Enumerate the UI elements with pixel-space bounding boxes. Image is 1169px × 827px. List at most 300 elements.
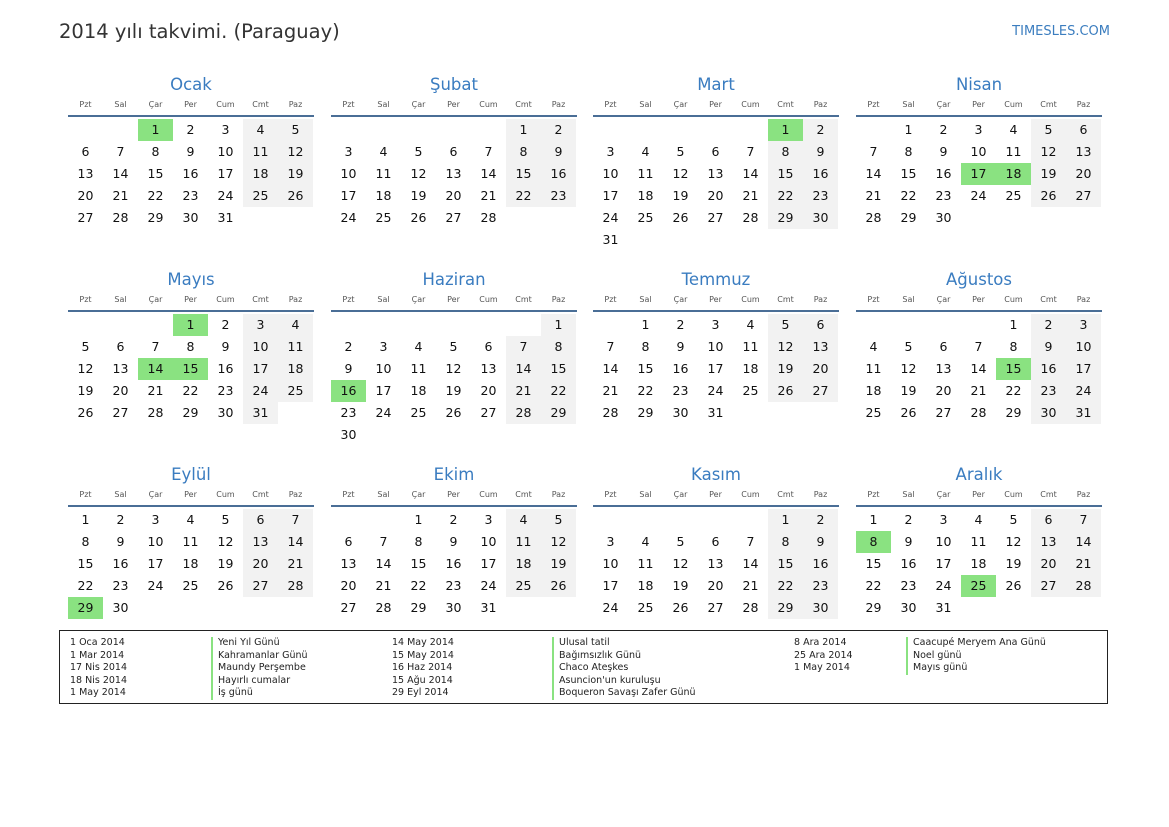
day-cell: 29 (1005, 405, 1022, 420)
day-cell: 9 (344, 361, 353, 376)
month-name: Haziran (422, 270, 486, 289)
weekday-label: Per (709, 490, 722, 499)
legend-date: 15 Ağu 2014 (392, 674, 453, 686)
day-cell: 24 (935, 578, 952, 593)
day-cell: 23 (445, 578, 462, 593)
month-header-rule (593, 505, 839, 507)
day-cell: 15 (900, 166, 917, 181)
day-cell: 4 (974, 512, 983, 527)
day-cell: 2 (541, 119, 576, 141)
day-cell: 7 (278, 509, 313, 531)
weekday-label: Pzt (79, 100, 92, 109)
day-cell: 30 (803, 597, 838, 619)
day-grid (68, 509, 314, 619)
day-cell: 12 (541, 531, 576, 553)
day-cell: 9 (186, 144, 195, 159)
day-cell: 20 (340, 578, 357, 593)
legend-holiday-name: Asuncion'un kuruluşu (552, 675, 696, 688)
day-cell: 2 (344, 339, 353, 354)
month-calendar (856, 463, 1102, 619)
day-cell: 28 (1066, 575, 1101, 597)
day-cell: 10 (1066, 336, 1101, 358)
day-cell: 22 (182, 383, 199, 398)
holiday-day-cell: 1 (138, 119, 173, 141)
day-cell: 6 (711, 534, 720, 549)
weekday-label: Pzt (867, 100, 880, 109)
month-header-rule (593, 115, 839, 117)
page-title: 2014 yılı takvimi. (Paraguay) (59, 20, 340, 43)
day-cell: 23 (112, 578, 129, 593)
day-cell: 20 (707, 188, 724, 203)
day-cell: 1 (904, 122, 913, 137)
day-cell: 19 (278, 163, 313, 185)
day-cell: 11 (865, 361, 882, 376)
day-cell: 18 (865, 383, 882, 398)
day-cell: 21 (742, 188, 759, 203)
day-cell: 9 (904, 534, 913, 549)
day-cell: 10 (935, 534, 952, 549)
weekday-label: Paz (551, 100, 566, 109)
day-cell: 27 (1031, 575, 1066, 597)
weekday-label: Paz (551, 295, 566, 304)
month-calendar (331, 268, 577, 446)
weekday-label: Cmt (1040, 490, 1057, 499)
day-cell: 8 (541, 336, 576, 358)
day-cell: 10 (375, 361, 392, 376)
day-cell: 13 (1066, 141, 1101, 163)
day-cell: 23 (217, 383, 234, 398)
day-cell: 25 (243, 185, 278, 207)
weekday-header (68, 98, 314, 112)
weekday-header (856, 293, 1102, 307)
weekday-header (593, 98, 839, 112)
weekday-label: Per (709, 295, 722, 304)
weekday-label: Pzt (604, 295, 617, 304)
day-cell: 4 (278, 314, 313, 336)
day-cell: 24 (1066, 380, 1101, 402)
day-cell: 26 (278, 185, 313, 207)
day-cell: 11 (506, 531, 541, 553)
legend-date: 15 May 2014 (392, 649, 454, 661)
day-cell: 1 (768, 509, 803, 531)
day-cell: 29 (147, 210, 164, 225)
weekday-label: Cum (479, 490, 498, 499)
day-cell: 3 (243, 314, 278, 336)
day-cell: 19 (541, 553, 576, 575)
day-cell: 9 (449, 534, 458, 549)
day-cell: 2 (221, 317, 230, 332)
day-cell: 12 (410, 166, 427, 181)
day-cell: 18 (742, 361, 759, 376)
day-cell: 17 (935, 556, 952, 571)
day-cell: 27 (112, 405, 129, 420)
day-cell: 10 (340, 166, 357, 181)
weekday-label: Pzt (342, 490, 355, 499)
day-cell: 24 (480, 578, 497, 593)
day-cell: 27 (480, 405, 497, 420)
day-grid (856, 119, 1102, 229)
day-cell: 8 (904, 144, 913, 159)
weekday-label: Paz (1076, 100, 1091, 109)
day-cell: 24 (340, 210, 357, 225)
day-cell: 6 (1066, 119, 1101, 141)
day-cell: 4 (506, 509, 541, 531)
day-grid (856, 314, 1102, 424)
weekday-label: Çar (936, 100, 951, 109)
weekday-label: Cum (216, 490, 235, 499)
day-cell: 18 (506, 553, 541, 575)
day-cell: 17 (480, 556, 497, 571)
month-header-rule (856, 115, 1102, 117)
day-cell: 14 (970, 361, 987, 376)
day-cell: 7 (506, 336, 541, 358)
weekday-label: Per (447, 295, 460, 304)
day-cell: 16 (112, 556, 129, 571)
day-cell: 16 (1031, 358, 1066, 380)
day-cell: 23 (182, 188, 199, 203)
weekday-label: Cum (1004, 100, 1023, 109)
weekday-label: Cmt (252, 490, 269, 499)
day-cell: 27 (803, 380, 838, 402)
weekday-label: Per (972, 100, 985, 109)
day-cell: 2 (904, 512, 913, 527)
day-cell: 20 (1031, 553, 1066, 575)
day-cell: 21 (865, 188, 882, 203)
day-cell: 2 (186, 122, 195, 137)
day-cell: 27 (243, 575, 278, 597)
day-cell: 6 (243, 509, 278, 531)
day-cell: 2 (1031, 314, 1066, 336)
day-cell: 13 (707, 166, 724, 181)
day-cell: 31 (243, 402, 278, 424)
legend-holiday-name: Bağımsızlık Günü (552, 650, 696, 663)
day-cell: 12 (1005, 534, 1022, 549)
day-cell: 25 (506, 575, 541, 597)
day-cell: 27 (707, 210, 724, 225)
day-cell: 3 (939, 512, 948, 527)
holiday-legend (59, 630, 1108, 704)
legend-names-col-2 (552, 637, 696, 700)
month-name: Şubat (430, 75, 478, 94)
weekday-label: Cmt (777, 490, 794, 499)
day-cell: 20 (1066, 163, 1101, 185)
day-cell: 20 (935, 383, 952, 398)
weekday-header (856, 98, 1102, 112)
day-cell: 6 (81, 144, 90, 159)
weekday-label: Sal (639, 490, 652, 499)
day-cell: 22 (410, 578, 427, 593)
day-cell: 29 (637, 405, 654, 420)
holiday-day-cell: 1 (768, 119, 803, 141)
day-cell: 6 (484, 339, 493, 354)
month-name: Ekim (433, 465, 475, 484)
day-cell: 4 (1009, 122, 1018, 137)
day-grid (68, 314, 314, 424)
day-cell: 26 (1005, 578, 1022, 593)
day-cell: 27 (707, 600, 724, 615)
month-header-rule (331, 310, 577, 312)
weekday-label: Sal (902, 490, 915, 499)
day-cell: 18 (278, 358, 313, 380)
day-cell: 3 (151, 512, 160, 527)
day-cell: 5 (1009, 512, 1018, 527)
legend-date: 18 Nis 2014 (70, 674, 127, 686)
day-cell: 30 (935, 210, 952, 225)
day-cell: 8 (768, 141, 803, 163)
day-cell: 25 (410, 405, 427, 420)
weekday-label: Çar (673, 490, 688, 499)
day-cell: 28 (506, 402, 541, 424)
weekday-label: Paz (1076, 295, 1091, 304)
day-cell: 13 (340, 556, 357, 571)
day-cell: 24 (602, 210, 619, 225)
holiday-day-cell: 14 (138, 358, 173, 380)
day-cell: 26 (672, 600, 689, 615)
day-cell: 6 (803, 314, 838, 336)
day-cell: 23 (935, 188, 952, 203)
month-name: Aralık (955, 465, 1003, 484)
day-cell: 14 (1066, 531, 1101, 553)
day-cell: 14 (375, 556, 392, 571)
day-cell: 5 (449, 339, 458, 354)
weekday-label: Cmt (515, 100, 532, 109)
day-cell: 30 (340, 427, 357, 442)
day-cell: 19 (445, 383, 462, 398)
day-cell: 15 (637, 361, 654, 376)
day-cell: 12 (278, 141, 313, 163)
site-link[interactable]: TIMESLES.COM (1012, 24, 1110, 39)
day-cell: 23 (672, 383, 689, 398)
day-cell: 20 (112, 383, 129, 398)
day-cell: 15 (768, 553, 803, 575)
day-cell: 29 (768, 207, 803, 229)
day-cell: 16 (803, 553, 838, 575)
holiday-day-cell: 18 (996, 163, 1031, 185)
day-cell: 21 (375, 578, 392, 593)
day-cell: 28 (602, 405, 619, 420)
day-cell: 2 (116, 512, 125, 527)
day-cell: 27 (1066, 185, 1101, 207)
weekday-label: Cmt (777, 295, 794, 304)
day-cell: 25 (637, 600, 654, 615)
day-cell: 5 (676, 144, 685, 159)
day-cell: 2 (676, 317, 685, 332)
day-cell: 27 (445, 210, 462, 225)
day-cell: 28 (970, 405, 987, 420)
month-name: Nisan (955, 75, 1003, 94)
weekday-label: Çar (411, 490, 426, 499)
day-cell: 19 (410, 188, 427, 203)
month-name: Kasım (691, 465, 741, 484)
weekday-header (68, 293, 314, 307)
day-cell: 5 (676, 534, 685, 549)
day-cell: 11 (278, 336, 313, 358)
weekday-label: Çar (411, 295, 426, 304)
day-cell: 11 (182, 534, 199, 549)
day-cell: 23 (803, 575, 838, 597)
legend-date: 14 May 2014 (392, 637, 454, 648)
day-cell: 13 (77, 166, 94, 181)
day-cell: 27 (340, 600, 357, 615)
day-cell: 26 (217, 578, 234, 593)
day-cell: 8 (768, 531, 803, 553)
day-cell: 8 (1009, 339, 1018, 354)
month-calendar (593, 463, 839, 619)
day-cell: 22 (768, 575, 803, 597)
legend-holiday-name: Chaco Ateşkes (552, 662, 696, 675)
legend-dates-col-1 (70, 637, 127, 700)
day-cell: 28 (742, 210, 759, 225)
day-cell: 13 (803, 336, 838, 358)
day-cell: 17 (217, 166, 234, 181)
day-cell: 16 (182, 166, 199, 181)
holiday-day-cell: 15 (996, 358, 1031, 380)
day-cell: 20 (803, 358, 838, 380)
legend-holiday-name: İş günü (211, 687, 308, 700)
weekday-label: Çar (148, 490, 163, 499)
holiday-day-cell: 29 (68, 597, 103, 619)
day-grid (331, 509, 577, 619)
day-cell: 27 (77, 210, 94, 225)
day-cell: 29 (768, 597, 803, 619)
day-cell: 7 (116, 144, 125, 159)
day-cell: 10 (147, 534, 164, 549)
day-cell: 4 (379, 144, 388, 159)
day-grid (593, 119, 839, 251)
day-cell: 12 (1031, 141, 1066, 163)
day-cell: 26 (1031, 185, 1066, 207)
day-cell: 5 (414, 144, 423, 159)
month-header-rule (68, 115, 314, 117)
legend-date: 25 Ara 2014 (794, 649, 853, 661)
day-cell: 5 (278, 119, 313, 141)
day-cell: 4 (641, 144, 650, 159)
day-cell: 15 (77, 556, 94, 571)
day-cell: 16 (803, 163, 838, 185)
day-cell: 14 (602, 361, 619, 376)
legend-names-col-3 (906, 637, 1046, 675)
day-cell: 2 (803, 119, 838, 141)
day-cell: 25 (278, 380, 313, 402)
holiday-day-cell: 25 (961, 575, 996, 597)
month-calendar (593, 73, 839, 251)
day-cell: 31 (217, 210, 234, 225)
day-cell: 14 (742, 556, 759, 571)
day-cell: 22 (147, 188, 164, 203)
month-calendar (856, 73, 1102, 229)
day-cell: 26 (445, 405, 462, 420)
day-cell: 19 (77, 383, 94, 398)
day-cell: 4 (414, 339, 423, 354)
month-header-rule (856, 505, 1102, 507)
day-cell: 31 (480, 600, 497, 615)
day-cell: 9 (116, 534, 125, 549)
day-cell: 5 (768, 314, 803, 336)
day-cell: 3 (711, 317, 720, 332)
day-cell: 28 (742, 600, 759, 615)
weekday-label: Pzt (342, 100, 355, 109)
day-cell: 6 (1031, 509, 1066, 531)
day-cell: 26 (672, 210, 689, 225)
day-cell: 28 (278, 575, 313, 597)
legend-dates-col-2 (392, 637, 454, 700)
day-cell: 10 (970, 144, 987, 159)
day-cell: 21 (506, 380, 541, 402)
day-cell: 8 (81, 534, 90, 549)
day-cell: 26 (900, 405, 917, 420)
day-cell: 17 (602, 578, 619, 593)
day-cell: 23 (803, 185, 838, 207)
day-cell: 26 (410, 210, 427, 225)
day-cell: 5 (541, 509, 576, 531)
legend-holiday-name: Yeni Yıl Günü (211, 637, 308, 650)
day-cell: 31 (602, 232, 619, 247)
weekday-header (593, 488, 839, 502)
day-cell: 30 (900, 600, 917, 615)
day-cell: 11 (637, 556, 654, 571)
weekday-label: Pzt (604, 100, 617, 109)
day-cell: 3 (221, 122, 230, 137)
day-cell: 29 (182, 405, 199, 420)
weekday-label: Cum (1004, 295, 1023, 304)
day-cell: 19 (672, 578, 689, 593)
day-cell: 17 (602, 188, 619, 203)
day-cell: 25 (742, 383, 759, 398)
day-cell: 7 (974, 339, 983, 354)
day-cell: 9 (1031, 336, 1066, 358)
day-cell: 23 (1031, 380, 1066, 402)
month-header-rule (856, 310, 1102, 312)
day-cell: 4 (186, 512, 195, 527)
day-cell: 13 (112, 361, 129, 376)
day-cell: 26 (77, 405, 94, 420)
day-cell: 30 (112, 600, 129, 615)
day-cell: 3 (606, 144, 615, 159)
day-cell: 11 (1005, 144, 1022, 159)
month-calendar (856, 268, 1102, 424)
day-cell: 25 (637, 210, 654, 225)
month-calendar (68, 268, 314, 424)
day-cell: 23 (900, 578, 917, 593)
weekday-label: Cum (1004, 490, 1023, 499)
weekday-label: Per (972, 490, 985, 499)
weekday-label: Sal (114, 100, 127, 109)
day-cell: 3 (974, 122, 983, 137)
holiday-day-cell: 8 (856, 531, 891, 553)
day-grid (331, 119, 577, 229)
day-cell: 31 (935, 600, 952, 615)
day-cell: 7 (484, 144, 493, 159)
day-cell: 10 (217, 144, 234, 159)
day-cell: 25 (865, 405, 882, 420)
day-cell: 1 (81, 512, 90, 527)
day-cell: 1 (414, 512, 423, 527)
weekday-label: Çar (673, 295, 688, 304)
day-cell: 17 (707, 361, 724, 376)
day-cell: 5 (81, 339, 90, 354)
day-cell: 19 (1031, 163, 1066, 185)
day-cell: 28 (147, 405, 164, 420)
day-cell: 24 (243, 380, 278, 402)
month-header-rule (68, 310, 314, 312)
day-cell: 20 (77, 188, 94, 203)
day-cell: 19 (900, 383, 917, 398)
day-cell: 7 (1066, 509, 1101, 531)
day-cell: 14 (506, 358, 541, 380)
weekday-label: Per (184, 100, 197, 109)
day-cell: 7 (151, 339, 160, 354)
day-grid (856, 509, 1102, 619)
